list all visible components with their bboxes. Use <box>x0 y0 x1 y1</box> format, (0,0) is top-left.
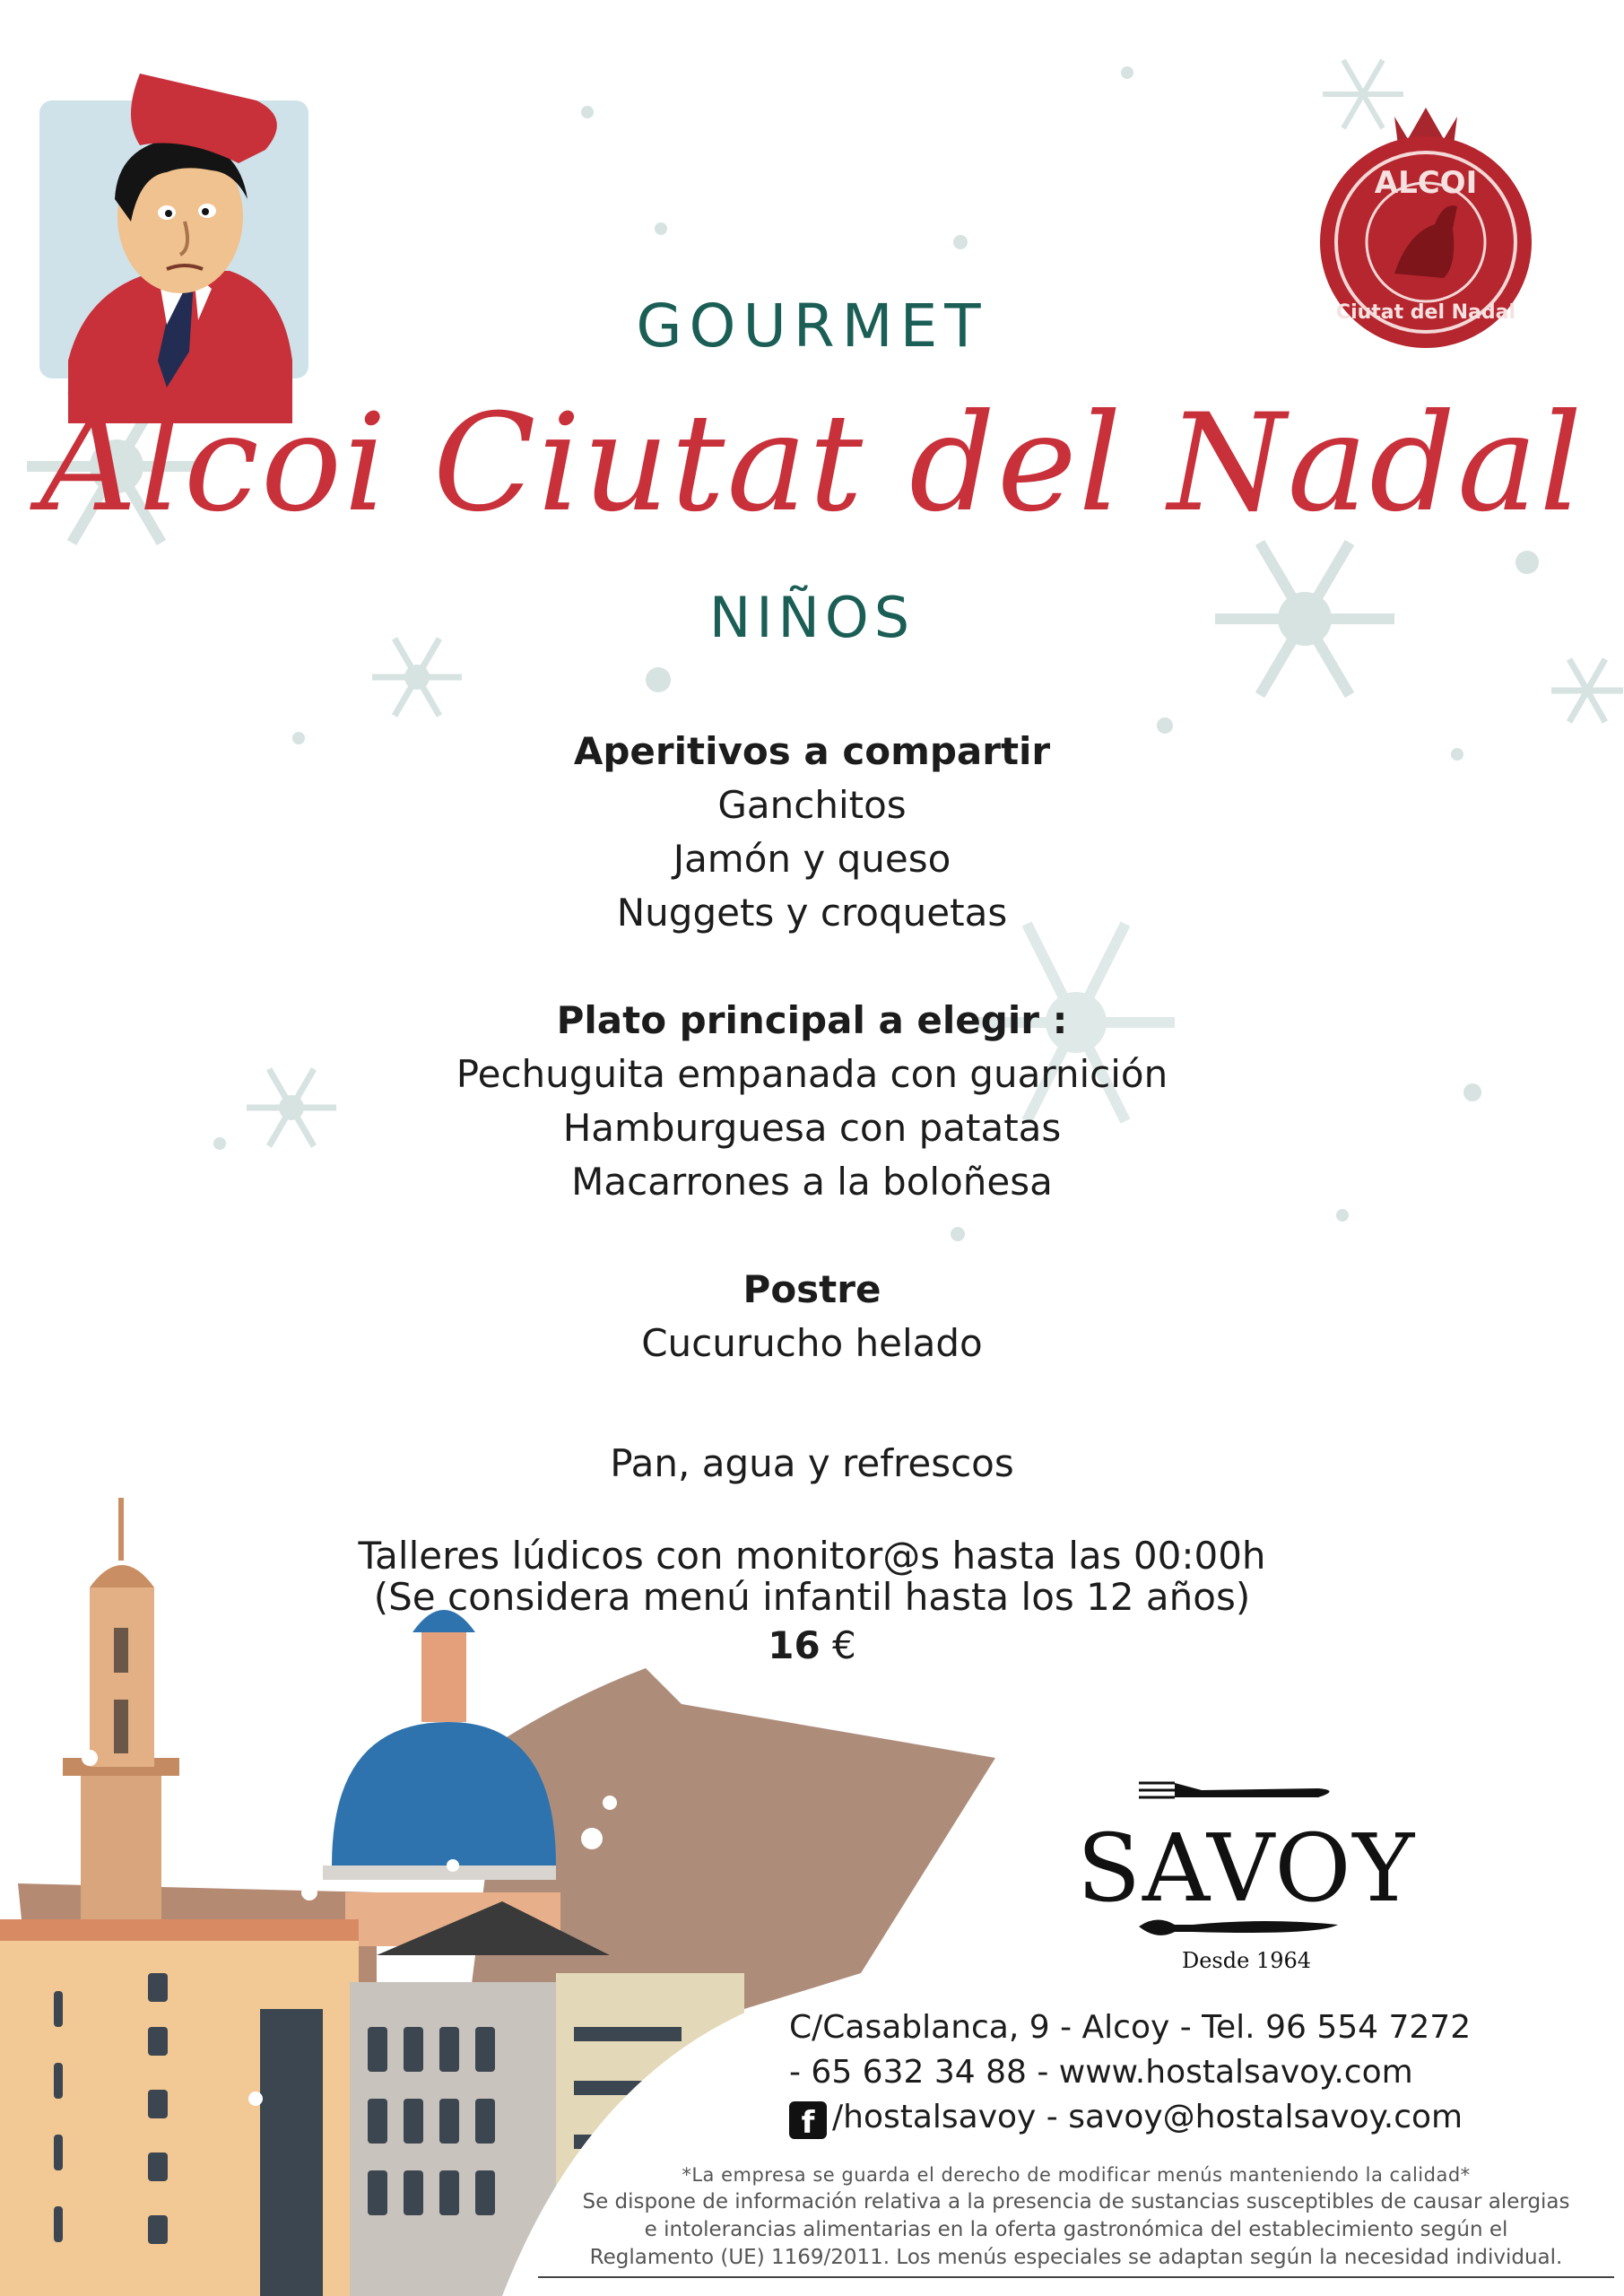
menu-item: Ganchitos <box>717 783 907 827</box>
snow-dot <box>646 667 671 692</box>
menu-section <box>0 1263 1624 1370</box>
menu-item: Hamburguesa con patatas <box>562 1106 1062 1150</box>
section-title: Postre <box>743 1267 881 1311</box>
menu-section <box>0 994 1624 1209</box>
price-value: 16 <box>768 1623 821 1667</box>
disclaimer <box>529 2161 1623 2272</box>
allergy-note: e intolerancias alimentarias en la oferta gastronómica del establecimiento según el <box>644 2218 1508 2241</box>
savoy-logo <box>1058 1776 1435 1982</box>
age-note: (Se considera menú infantil hasta los 12 años) <box>373 1575 1251 1619</box>
menu-item: Cucurucho helado <box>641 1321 983 1365</box>
contact-social-text: /hostalsavoy - savoy@hostalsavoy.com <box>832 2099 1463 2135</box>
price-currency: € <box>832 1623 856 1667</box>
snow-dot <box>1515 551 1539 574</box>
allergy-note: Se dispone de información relativa a la presencia de sustancias susceptibles de causar alergias <box>582 2190 1570 2213</box>
menu-item: Nuggets y croquetas <box>616 891 1008 935</box>
workshop-note: Talleres lúdicos con monitor@s hasta las 00:00h <box>358 1534 1266 1578</box>
snow-dot <box>953 235 968 249</box>
knife-icon <box>1139 1909 1345 1944</box>
menu-audience: NIÑOS <box>708 585 916 650</box>
menu-category: GOURMET <box>636 291 988 361</box>
snow-dot <box>581 106 594 118</box>
section-title: Aperitivos a compartir <box>573 729 1051 773</box>
caricature-illustration <box>32 65 319 423</box>
seal-bottom-text: Ciutat del Nadal <box>1335 301 1516 324</box>
contact-address: C/Casablanca, 9 - Alcoy - Tel. 96 554 7272 <box>789 2009 1472 2046</box>
contact-social <box>789 2095 1596 2140</box>
price <box>0 1618 1624 1674</box>
menu-sections <box>0 725 1624 1491</box>
divider <box>538 2276 1614 2278</box>
facebook-icon: f <box>789 2101 827 2139</box>
brand-name: SAVOY <box>1076 1813 1417 1923</box>
page-title: Alcoi Ciutat del Nadal <box>39 386 1585 542</box>
rights-note: *La empresa se guarda el derecho de modificar menús manteniendo la calidad* <box>682 2164 1471 2186</box>
snow-dot <box>1121 66 1133 79</box>
menu-item: Pechuguita empanada con guarnición <box>456 1052 1168 1096</box>
brand-since: Desde 1964 <box>1181 1948 1312 1973</box>
drinks-note: Pan, agua y refrescos <box>610 1441 1014 1485</box>
menu-notes <box>0 1535 1624 1674</box>
snow-dot <box>655 222 667 235</box>
seal-top-text: ALCOI <box>1374 165 1478 201</box>
menu-item: Jamón y queso <box>673 837 951 881</box>
section-title: Plato principal a elegir : <box>556 998 1068 1042</box>
menu-section <box>0 725 1624 940</box>
contact-block <box>789 2005 1596 2140</box>
allergy-note: Reglamento (UE) 1169/2011. Los menús especiales se adaptan según la necesidad individual. <box>589 2246 1563 2269</box>
menu-item: Macarrones a la boloñesa <box>571 1160 1053 1204</box>
contact-phone-web: - 65 632 34 88 - www.hostalsavoy.com <box>789 2054 1413 2091</box>
fork-icon <box>1139 1776 1345 1812</box>
